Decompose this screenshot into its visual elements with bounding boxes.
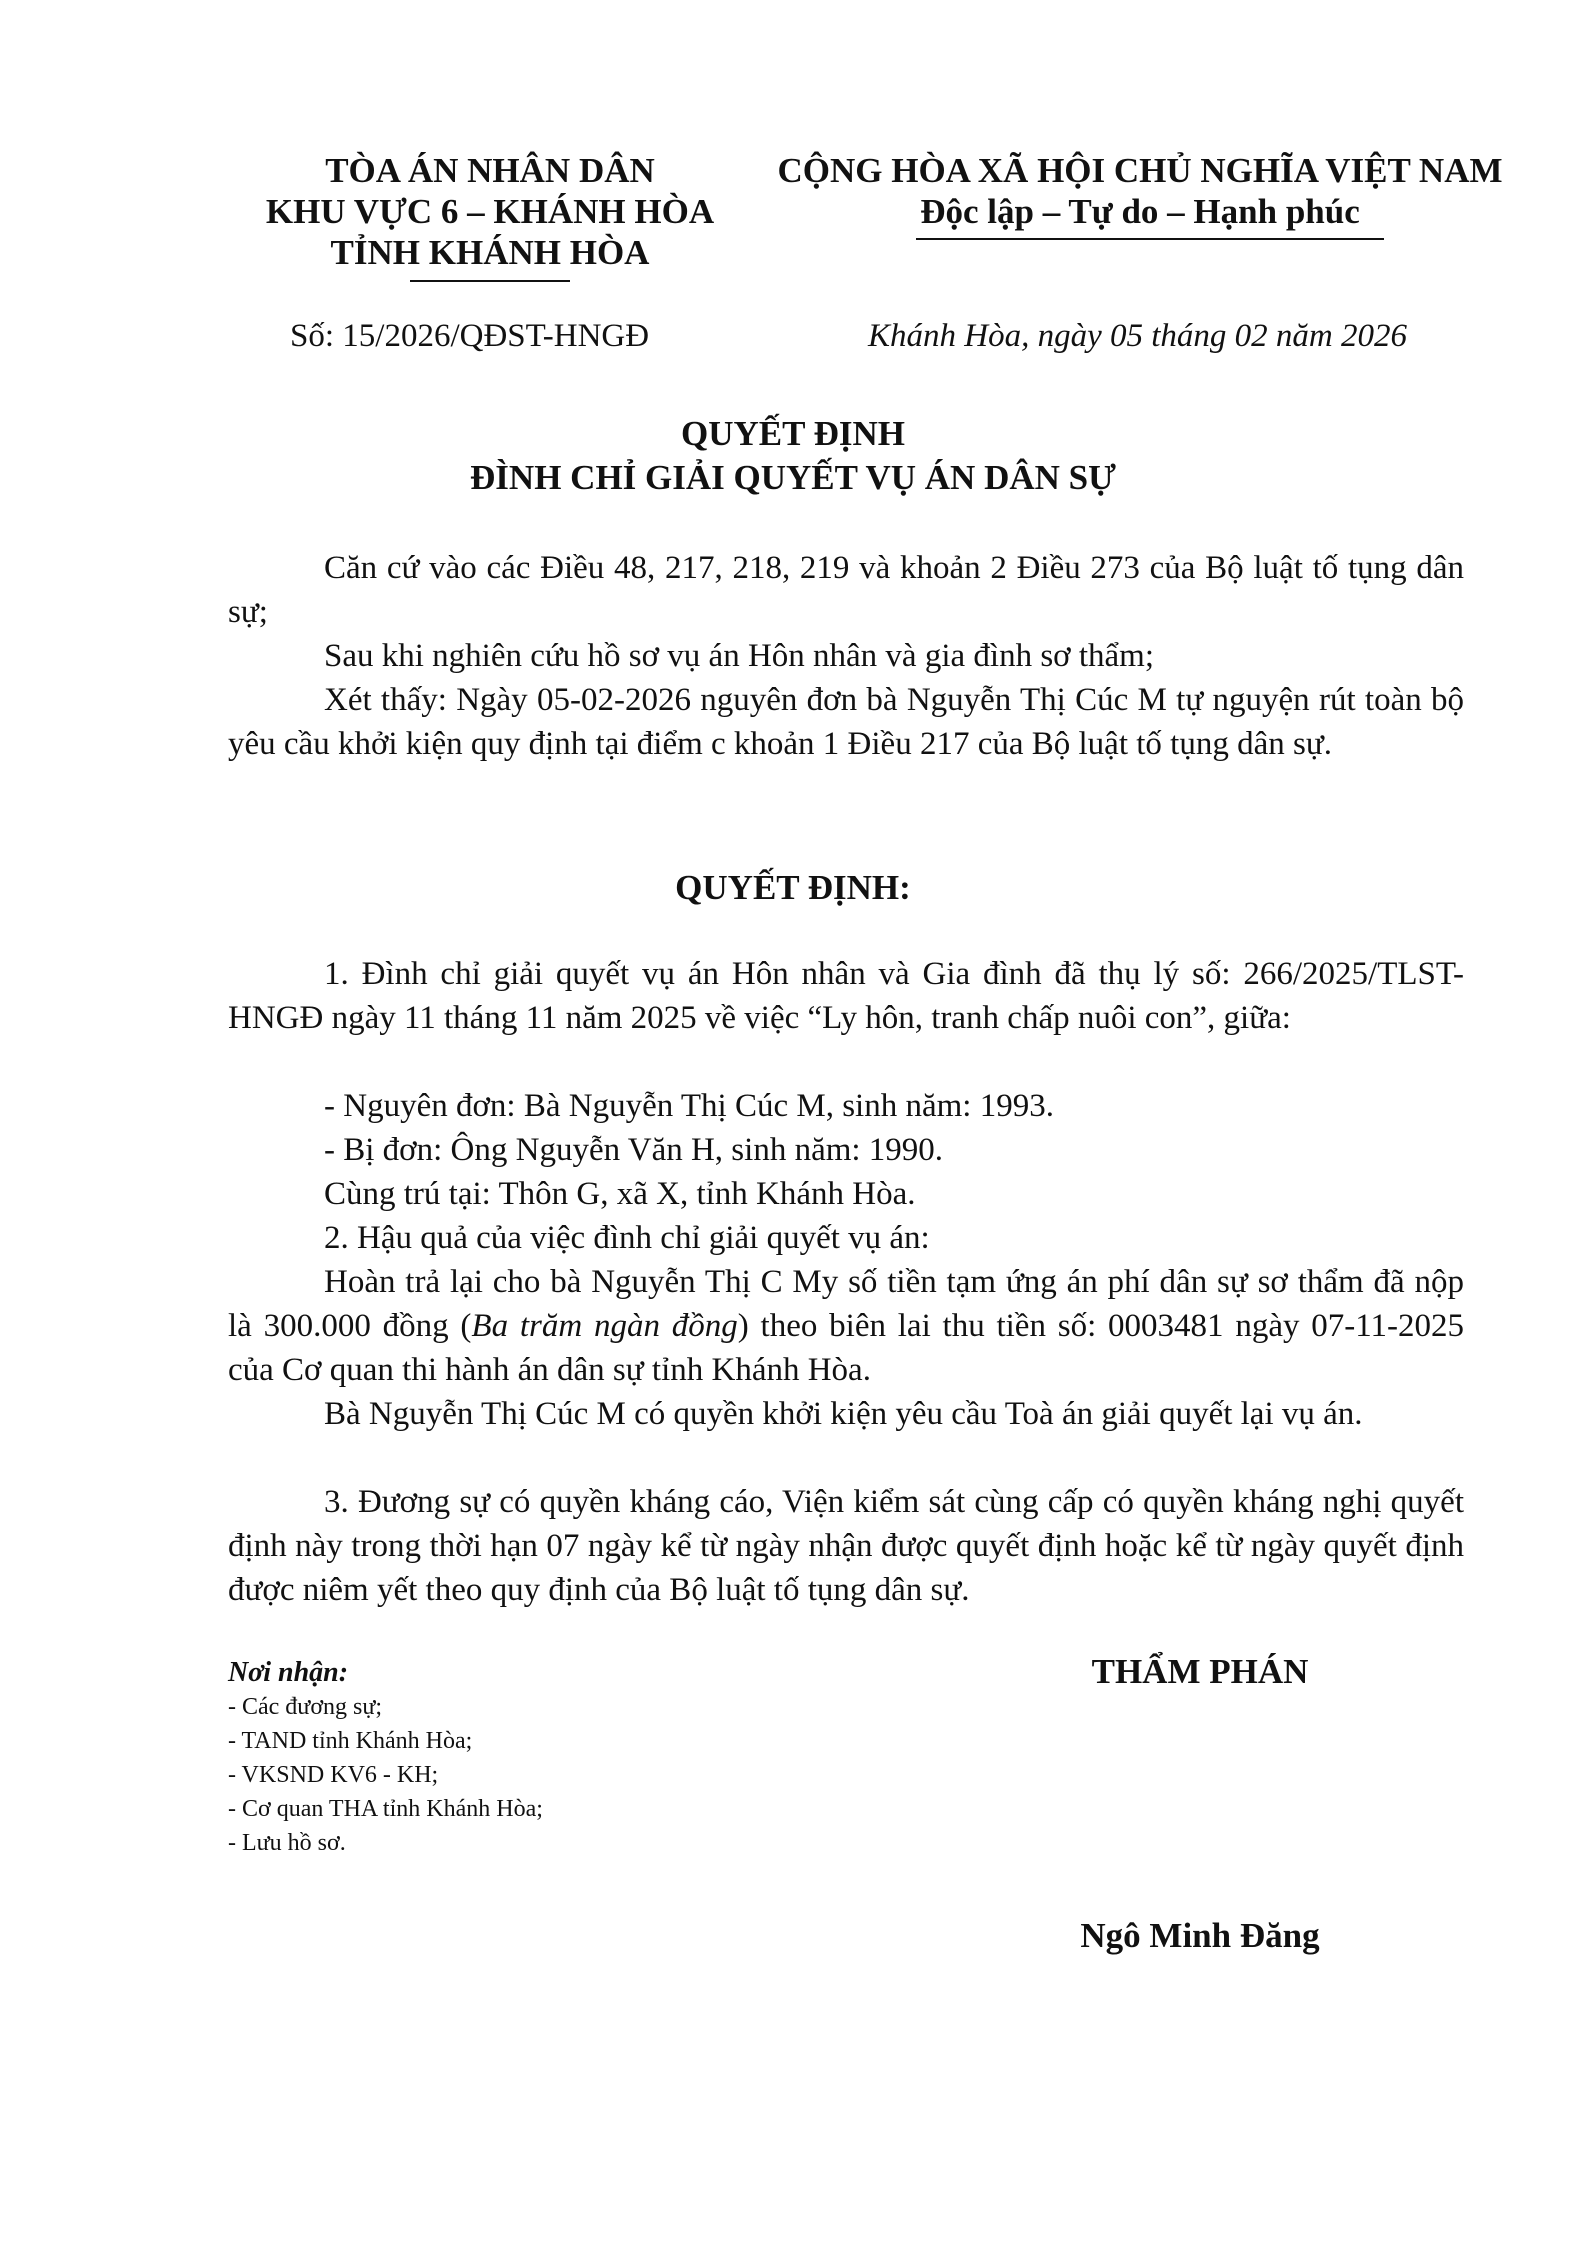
preamble-legal-basis: Căn cứ vào các Điều 48, 217, 218, 219 và khoản 2 Điều 273 của Bộ luật tố tụng dân sự; [228,550,1464,630]
recipient-item: - TAND tỉnh Khánh Hòa; [228,1728,473,1754]
defendant-line: - Bị đơn: Ông Nguyễn Văn H, sinh năm: 1990. [324,1132,944,1168]
recipient-item: - Cơ quan THA tỉnh Khánh Hòa; [228,1796,543,1822]
signer-title: THẨM PHÁN [1091,1652,1309,1691]
court-name-line-3: TỈNH KHÁNH HÒA [330,233,650,272]
signer-name: Ngô Minh Đăng [1080,1916,1320,1955]
recipient-item: - Các đương sự; [228,1694,383,1720]
document-number: Số: 15/2026/QĐST-HNGĐ [290,318,650,354]
plaintiff-line: - Nguyên đơn: Bà Nguyễn Thị Cúc M, sinh năm: 1993. [324,1088,1054,1124]
national-name: CỘNG HÒA XÃ HỘI CHỦ NGHĨA VIỆT NAM [777,151,1503,190]
decision-heading: QUYẾT ĐỊNH: [675,868,911,907]
document-title: QUYẾT ĐỊNH [681,414,905,453]
document-subtitle: ĐÌNH CHỈ GIẢI QUYẾT VỤ ÁN DÂN SỰ [470,458,1116,497]
document-date: Khánh Hòa, ngày 05 tháng 02 năm 2026 [868,318,1407,354]
decision-item-1: 1. Đình chỉ giải quyết vụ án Hôn nhân và Gia đình đã thụ lý số: 266/2025/TLST-HNGĐ ngày 11 tháng 11 năm 2025 về việc “Ly hôn, tranh chấp nuôi con”, giữa: [228,956,1464,1036]
decision-item-3: 3. Đương sự có quyền kháng cáo, Viện kiểm sát cùng cấp có quyền kháng nghị quyết định này trong thời hạn 07 ngày kể từ ngày nhận được quyết định hoặc kể từ ngày quyết định được niêm yết theo quy định của Bộ luật tố tụng dân sự. [228,1484,1464,1608]
court-header-underline [410,280,570,282]
court-name-line-2: KHU VỰC 6 – KHÁNH HÒA [265,192,715,231]
residence-line: Cùng trú tại: Thôn G, xã X, tỉnh Khánh Hòa. [324,1176,916,1212]
recipients-block [228,1656,828,1860]
national-motto-underline [916,238,1384,240]
decision-item-2: 2. Hậu quả của việc đình chỉ giải quyết vụ án: [324,1220,930,1256]
refund-amount-in-words: Ba trăm ngàn đồng [471,1308,738,1344]
recipient-item: - Lưu hồ sơ. [228,1830,346,1856]
right-to-sue-paragraph: Bà Nguyễn Thị Cúc M có quyền khởi kiện yêu cầu Toà án giải quyết lại vụ án. [324,1396,1363,1432]
national-motto: Độc lập – Tự do – Hạnh phúc [920,192,1360,231]
preamble-review: Sau khi nghiên cứu hồ sơ vụ án Hôn nhân và gia đình sơ thẩm; [324,638,1155,674]
recipients-label: Nơi nhận: [228,1657,349,1688]
court-header [230,150,750,273]
refund-text-after: ) theo biên lai thu tiền số: 0003481 ngày 07-11-2025 của Cơ quan thi hành án dân sự tỉnh Khánh Hòa. [228,1308,1465,1388]
preamble-finding: Xét thấy: Ngày 05-02-2026 nguyên đơn bà Nguyễn Thị Cúc M tự nguyện rút toàn bộ yêu cầu khởi kiện quy định tại điểm c khoản 1 Điều 217 của Bộ luật tố tụng dân sự. [228,682,1464,762]
refund-paragraph [228,1260,1464,1392]
refund-text-before: Hoàn trả lại cho bà Nguyễn Thị C My số tiền tạm ứng án phí dân sự sơ thẩm đã nộp là 300.000 đồng ( [228,1264,1464,1344]
national-header [760,150,1520,232]
recipient-item: - VKSND KV6 - KH; [228,1762,439,1788]
court-name-line-1: TÒA ÁN NHÂN DÂN [325,151,655,190]
